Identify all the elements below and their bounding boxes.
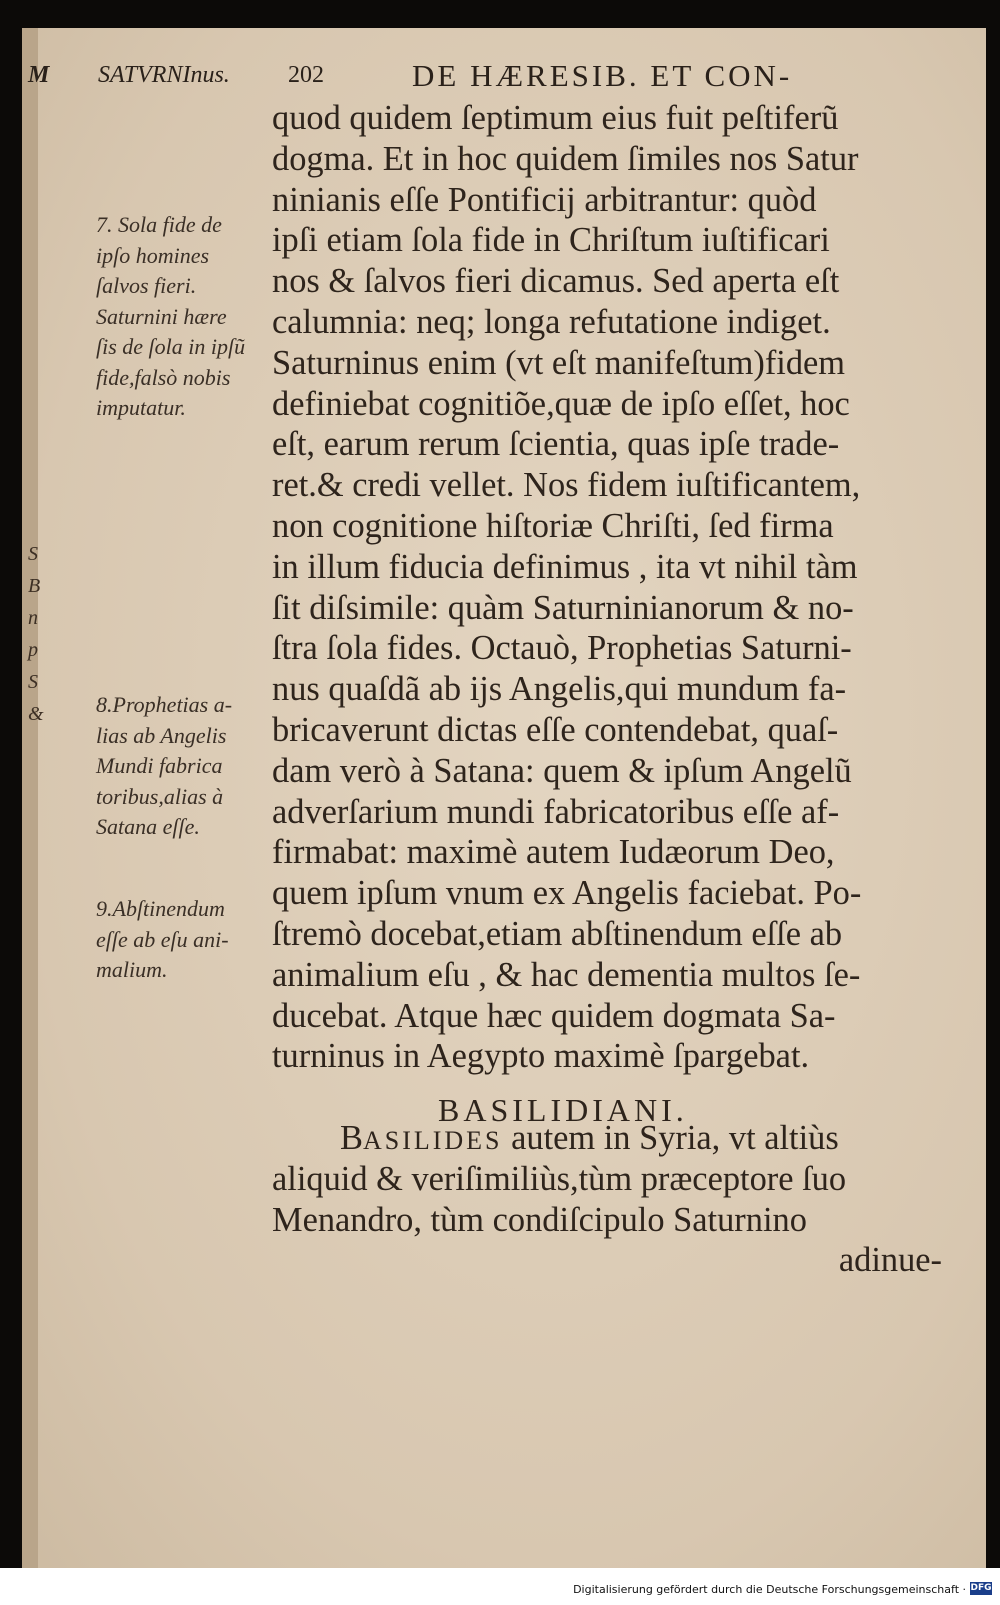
- edge-fragment: &: [28, 703, 44, 725]
- margin-note-line: 9.Abſtinendum: [96, 896, 225, 921]
- dfg-logo: DFG: [970, 1583, 992, 1593]
- margin-note-8: [96, 690, 232, 843]
- margin-note-line: fide,falsò nobis: [96, 364, 231, 390]
- text-line: ipſi etiam ſola fide in Chriſtum iuſtificari: [272, 221, 830, 260]
- header-title: DE HÆRESIB. ET CON-: [412, 58, 793, 93]
- margin-note-line: toribus,alias à: [96, 783, 224, 809]
- text-line: ſtremò docebat,etiam abſtinendum eſſe ab: [272, 914, 843, 953]
- book-page: [22, 28, 986, 1568]
- page-header: [22, 58, 986, 98]
- text-line: definiebat cognitiõe,quæ de ipſo eſſet, hoc: [272, 384, 850, 423]
- paragraph-saturninus: [272, 98, 942, 1077]
- margin-note-line: eſſe ab eſu ani-: [96, 926, 229, 952]
- text-line: adverſarium mundi fabricatoribus eſſe af-: [272, 792, 840, 831]
- text-line: dam verò à Satana: quem & ipſum Angelũ: [272, 751, 852, 790]
- text-line: calumnia: neq; longa refutatione indiget.: [272, 302, 831, 341]
- text-line: ducebat. Atque hæc quidem dogmata Sa-: [272, 996, 836, 1035]
- margin-note-9: [96, 894, 229, 986]
- margin-note-line: ſalvos fieri.: [96, 273, 197, 298]
- text-line: aliquid & veriſimiliùs,tùm præceptore ſuo: [272, 1159, 847, 1198]
- text-line: quem ipſum vnum ex Angelis faciebat. Po-: [272, 874, 862, 913]
- section-first-line: [272, 1118, 942, 1159]
- edge-fragment: p: [28, 639, 38, 661]
- margin-note-line: ſis de ſola in ipſũ: [96, 334, 246, 359]
- facing-page-edge: [22, 28, 38, 1568]
- text-line: bricaverunt dictas eſſe contendebat, quaſ-: [272, 710, 839, 749]
- margin-note-7: [96, 210, 245, 424]
- text-line: non cognitione hiſtoriæ Chriſti, ſed firma: [272, 506, 834, 545]
- section-initial: B: [340, 1118, 363, 1157]
- edge-fragment: B: [28, 575, 41, 597]
- text-line: in illum fiducia definimus , ita vt nihil tàm: [272, 547, 858, 586]
- margin-note-line: malium.: [96, 957, 168, 982]
- margin-note-line: Satana eſſe.: [96, 814, 200, 839]
- text-line: Saturninus enim (vt eſt manifeſtum)fidem: [272, 343, 846, 382]
- text-line: turninus in Aegypto maximè ſpargebat.: [272, 1037, 810, 1076]
- facing-page-fragments: [28, 538, 44, 730]
- margin-note-line: 8.Prophetias a-: [96, 692, 233, 717]
- page-number: 202: [288, 62, 324, 88]
- text-line: nus quaſdã ab ijs Angelis,qui mundum fa-: [272, 670, 847, 709]
- section-first-line-text: autem in Syria, vt altiùs: [502, 1118, 839, 1157]
- margin-note-line: Saturnini hære: [96, 303, 227, 329]
- text-line: ſit diſsimile: quàm Saturninianorum & no-: [272, 588, 854, 627]
- margin-note-line: ipſo homines: [96, 242, 210, 268]
- text-line: ret.& credi vellet. Nos fidem iuſtificantem,: [272, 466, 861, 505]
- text-line: firmabat: maximè autem Iudæorum Deo,: [272, 833, 835, 872]
- text-line: nos & ſalvos fieri dicamus. Sed aperta eſt: [272, 262, 840, 301]
- margin-note-line: imputatur.: [96, 395, 186, 420]
- footer-credit: Digitalisierung gefördert durch die Deutsche Forschungsgemeinschaft ·: [573, 1583, 966, 1596]
- text-line: animalium eſu , & hac dementia multos ſe-: [272, 955, 861, 994]
- text-line: dogma. Et in hoc quidem ſimiles nos Satur: [272, 139, 859, 178]
- header-edge-letter: M: [28, 62, 50, 88]
- margin-note-line: Mundi fabrica: [96, 753, 223, 778]
- paragraph-basilides: [272, 1159, 942, 1241]
- text-line: ninianis eſſe Pontificij arbitrantur: quòd: [272, 180, 817, 219]
- section-first-word: ASILIDES: [362, 1125, 503, 1155]
- edge-fragment: S: [28, 543, 38, 565]
- catchword: adinue-: [838, 1241, 942, 1280]
- section-heading: BASILIDIANI.: [438, 1092, 688, 1129]
- text-line: eſt, earum rerum ſcientia, quas ipſe trade-: [272, 425, 840, 464]
- main-text-block: [272, 98, 942, 1281]
- running-head: SATVRNInus.: [98, 62, 230, 88]
- edge-fragment: n: [28, 607, 38, 629]
- text-line: ſtra ſola fides. Octauò, Prophetias Saturni-: [272, 629, 852, 668]
- edge-fragment: S: [28, 671, 38, 693]
- margin-note-line: lias ab Angelis: [96, 722, 227, 748]
- text-line: quod quidem ſeptimum eius fuit peſtiferũ: [272, 99, 839, 137]
- text-line: Menandro, tùm condiſcipulo Saturnino: [272, 1200, 807, 1239]
- margin-note-line: 7. Sola fide de: [96, 212, 222, 237]
